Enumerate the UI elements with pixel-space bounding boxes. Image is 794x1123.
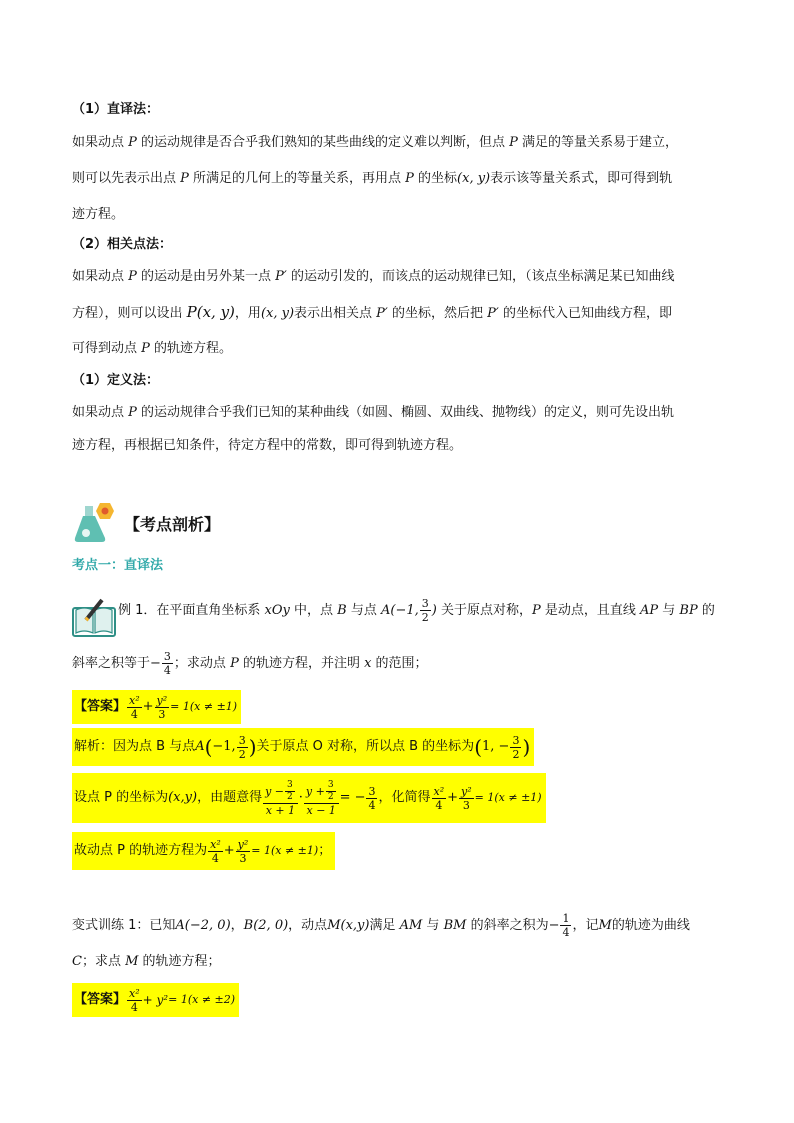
method3-line1: 如果动点 P 的运动规律合乎我们已知的某种曲线（如圆、椭圆、双曲线、抛物线）的定义，则可先设出轨 <box>72 405 675 420</box>
method2-line2: 方程），则可以设出 P(x, y)，用(x, y)表示出相关点 P′ 的坐标，然后把 P′ 的坐标代入已知曲线方程，即 <box>72 303 672 321</box>
variant1-answer: 【答案】 $\frac{\text{x²}}{4}$ + y² = 1(x ≠ ±2) <box>72 983 239 1017</box>
book-pencil-icon <box>72 598 116 638</box>
example1-line2: 斜率之积等于− $\frac{3}{4}$ ；求动点 P 的轨迹方程，并注明 x 的范围； <box>72 650 428 677</box>
solution-line2: 设点 P 的坐标为 (x,y) ，由题意得 y − $\frac{3}{2}$ x + 1 · y + $\frac{3}{2}$ x − 1 = − $\frac{3}{4}$ ，化简得 $\frac{\text{x²}}{4}$ + $\frac{\text{y²}}{3}$ = 1(x ≠ ±1) <box>72 773 546 823</box>
kaodian-title: 考点一：直译法 <box>72 558 164 573</box>
flask-icon <box>72 500 116 546</box>
example1-answer: 【答案】 $\frac{\text{x²}}{4}$ + $\frac{\text{y²}}{3}$ = 1(x ≠ ±1) <box>72 690 241 724</box>
method1-line3: 迹方程。 <box>72 207 125 222</box>
variant1-line2: C；求点 M 的轨迹方程； <box>72 954 221 969</box>
method2-title: （2）相关点法： <box>72 237 173 252</box>
variant1-line1: 变式训练 1：已知A(−2, 0)，B(2, 0)，动点M(x,y)满足 AM 与 BM 的斜率之积为− $\frac{1}{4}$ ，记M的轨迹为曲线 <box>72 912 690 939</box>
method1-line1: 如果动点 P 的运动规律是否合乎我们熟知的某些曲线的定义难以判断，但点 P 满足的等量关系易于建立， <box>72 135 679 150</box>
section-title: 【考点剖析】 <box>124 514 221 534</box>
solution-line1: 解析：因为点 B 与点 A ( −1, $\frac{3}{2}$ ) 关于原点 O 对称，所以点 B 的坐标为 ( 1, − $\frac{3}{2}$ ) <box>72 728 534 766</box>
solution-line3: 故动点 P 的轨迹方程为 $\frac{\text{x²}}{4}$ + $\frac{\text{y²}}{3}$ = 1(x ≠ ±1) ； <box>72 832 335 870</box>
section-header <box>72 500 220 546</box>
method2-line3: 可得到动点 P 的轨迹方程。 <box>72 341 233 356</box>
method1-line2: 则可以先表示出点 P 所满足的几何上的等量关系，再用点 P 的坐标(x, y)表示该等量关系式，即可得到轨 <box>72 171 673 186</box>
method3-line2: 迹方程，再根据已知条件，待定方程中的常数，即可得到轨迹方程。 <box>72 438 463 453</box>
method3-title: （1）定义法： <box>72 373 160 388</box>
method1-title: （1）直译法： <box>72 102 160 117</box>
method2-line1: 如果动点 P 的运动是由另外某一点 P′ 的运动引发的，而该点的运动规律已知，（该点坐标满足某已知曲线 <box>72 269 675 284</box>
example1-line1: 例 1．在平面直角坐标系 xOy 中，点 B 与点 A(−1, $\frac{3}{2}$ ) 关于原点对称，P 是动点，且直线 AP 与 BP 的 <box>118 597 715 624</box>
